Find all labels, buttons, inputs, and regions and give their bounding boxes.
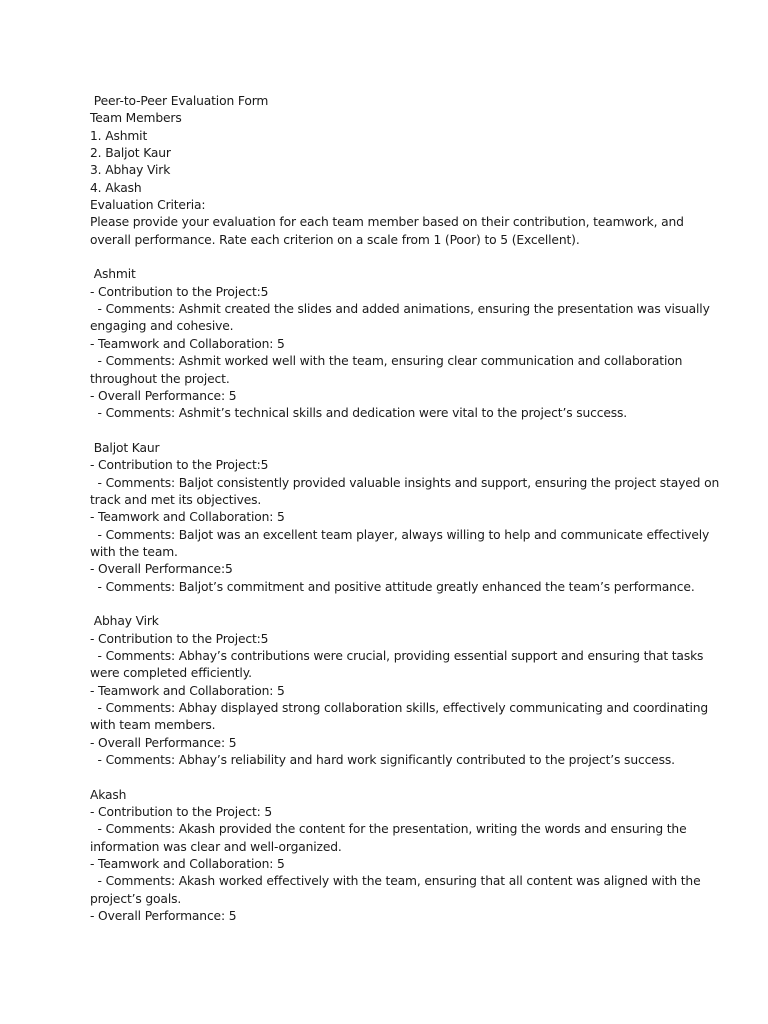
evaluation-line: - Comments: Baljot’s commitment and positive attitude greatly enhanced the team’s performance. <box>90 579 695 594</box>
evaluation-line: track and met its objectives. <box>90 492 262 507</box>
evaluation-line: - Overall Performance: 5 <box>90 735 237 750</box>
evaluation-line: - Comments: Akash worked effectively with the team, ensuring that all content was aligned with the <box>90 874 701 889</box>
evaluation-line: with the team. <box>90 544 178 559</box>
evaluation-line: - Comments: Ashmit’s technical skills and dedication were vital to the project’s success. <box>90 406 628 421</box>
evaluation-line: - Teamwork and Collaboration: 5 <box>90 857 285 872</box>
evaluation-line: - Contribution to the Project:5 <box>90 284 269 299</box>
evaluation-line: were completed efficiently. <box>90 666 252 681</box>
member-item: 4. Akash <box>90 180 142 195</box>
evaluation-line: - Comments: Ashmit worked well with the team, ensuring clear communication and collaboration <box>90 354 683 369</box>
evaluation-name: Abhay Virk <box>90 614 159 629</box>
evaluation-line: - Overall Performance:5 <box>90 562 233 577</box>
evaluation-line: - Teamwork and Collaboration: 5 <box>90 336 285 351</box>
evaluation-line: - Teamwork and Collaboration: 5 <box>90 510 285 525</box>
evaluation-line: - Comments: Akash provided the content for the presentation, writing the words and ensuring the <box>90 822 687 837</box>
criteria-heading: Evaluation Criteria: <box>90 198 206 213</box>
spacer <box>90 249 690 266</box>
evaluation-line: engaging and cohesive. <box>90 319 234 334</box>
evaluation-line: - Overall Performance: 5 <box>90 388 237 403</box>
evaluation-line: information was clear and well-organized. <box>90 839 342 854</box>
document-text <box>90 93 720 926</box>
evaluation-line: - Comments: Ashmit created the slides and added animations, ensuring the presentation was visually <box>90 302 710 317</box>
criteria-instructions-line: Please provide your evaluation for each team member based on their contribution, teamwork, and <box>90 215 684 230</box>
member-item: 1. Ashmit <box>90 128 148 143</box>
member-item: 3. Abhay Virk <box>90 163 171 178</box>
evaluation-line: - Comments: Abhay displayed strong collaboration skills, effectively communicating and coordinating <box>90 701 709 716</box>
spacer <box>90 769 690 786</box>
evaluation-line: project’s goals. <box>90 891 182 906</box>
criteria-instructions-line: overall performance. Rate each criterion on a scale from 1 (Poor) to 5 (Excellent). <box>90 232 580 247</box>
evaluation-name: Akash <box>90 787 127 802</box>
form-title: Peer-to-Peer Evaluation Form <box>90 94 269 108</box>
member-item: 2. Baljot Kaur <box>90 146 171 161</box>
evaluation-line: - Overall Performance: 5 <box>90 909 237 924</box>
evaluation-line: - Contribution to the Project:5 <box>90 631 269 646</box>
spacer <box>90 596 690 613</box>
evaluation-line: with team members. <box>90 718 216 733</box>
evaluation-line: - Comments: Baljot consistently provided valuable insights and support, ensuring the project stayed on <box>90 475 720 490</box>
evaluation-line: - Comments: Abhay’s contributions were crucial, providing essential support and ensuring that tasks <box>90 649 704 663</box>
spacer <box>90 423 690 440</box>
team-members-heading: Team Members <box>90 111 182 126</box>
evaluation-line: - Comments: Baljot was an excellent team player, always willing to help and communicate effectively <box>90 527 710 542</box>
evaluation-line: - Contribution to the Project:5 <box>90 458 269 473</box>
evaluation-name: Baljot Kaur <box>90 440 160 455</box>
evaluation-line: throughout the project. <box>90 371 230 386</box>
evaluation-name: Ashmit <box>90 267 136 282</box>
evaluation-line: - Teamwork and Collaboration: 5 <box>90 683 285 698</box>
evaluation-line: - Contribution to the Project: 5 <box>90 805 273 820</box>
evaluation-line: - Comments: Abhay’s reliability and hard work significantly contributed to the project’s success. <box>90 753 675 768</box>
